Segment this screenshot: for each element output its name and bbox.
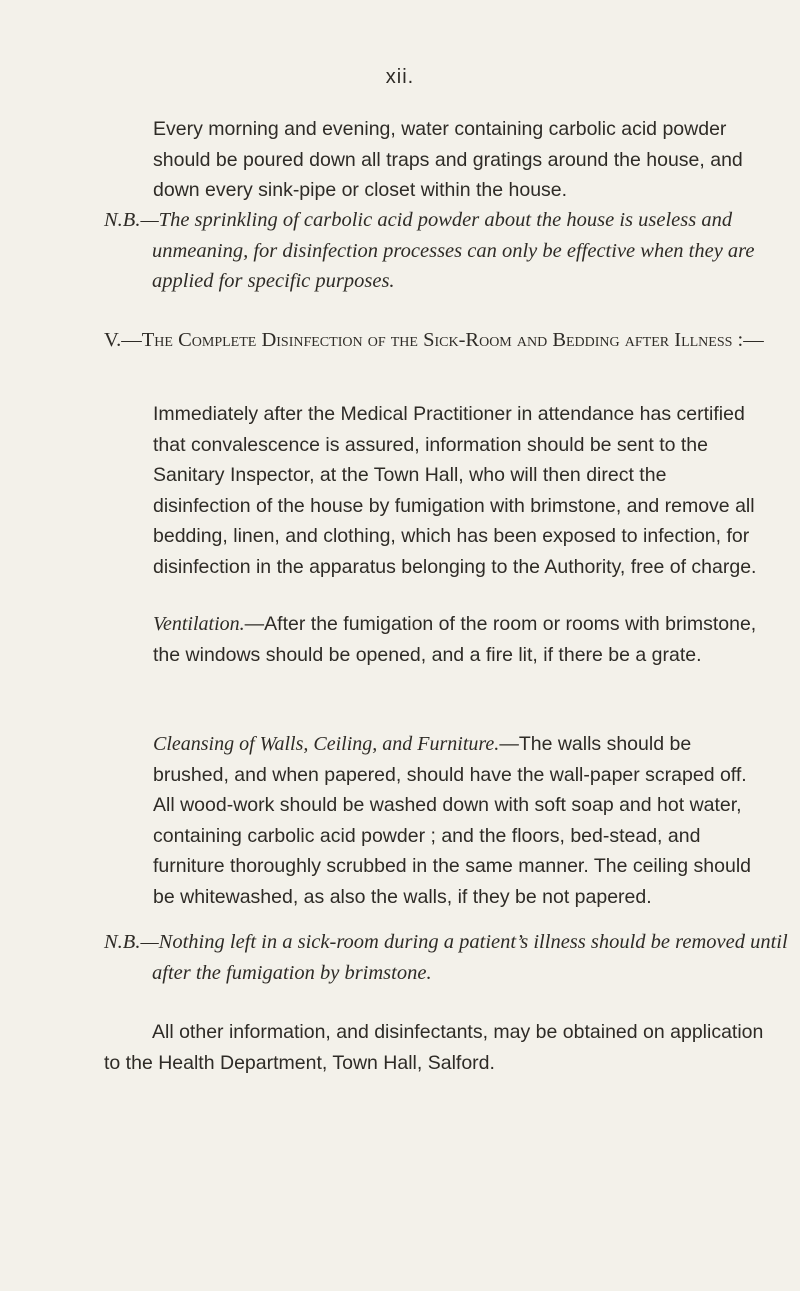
nb-label: N.B. bbox=[104, 931, 141, 953]
cleansing-label: Cleansing of Walls, Ceiling, and Furniture. bbox=[153, 733, 500, 755]
section-heading-v: V.—The Complete Disinfection of the Sick-Room and Bedding after Illness :— bbox=[104, 329, 764, 351]
nb-label: N.B. bbox=[104, 209, 141, 231]
ventilation-label: Ventilation. bbox=[153, 613, 245, 635]
paragraph-ventilation bbox=[153, 609, 765, 670]
cleansing-text: —The walls should be brushed, and when papered, should have the wall-paper scraped off. All wood-work should be washed down with soft soap and hot water, containing carbolic acid powder ; and the floors, bed-stead, and furniture thoroughly scrubbed in the same manner. The ceiling should be whitewashed, as also the walls, if they be not papered. bbox=[153, 733, 751, 908]
paragraph-carbolic: Every morning and evening, water containing carbolic acid powder should be poured down all traps and gratings around the house, and down every sink-pipe or closet within the house. bbox=[153, 118, 743, 201]
paragraph-final-information: All other information, and disinfectants, may be obtained on application to the Health Department, Town Hall, Salford. bbox=[104, 1021, 764, 1074]
nb-text: —The sprinkling of carbolic acid powder about the house is useless and unmeaning, for disinfection processes can only be effective when they are applied for specific purposes. bbox=[140, 209, 755, 292]
paragraph-cleansing bbox=[153, 729, 765, 912]
nb-note-nothing-left bbox=[104, 927, 800, 988]
ventilation-text: —After the fumigation of the room or rooms with brimstone, the windows should be opened, and a fire lit, if there be a grate. bbox=[153, 613, 757, 666]
page-number: xii. bbox=[385, 66, 415, 88]
paragraph-immediately: Immediately after the Medical Practitioner in attendance has certified that convalescence is assured, information should be sent to the Sanitary Inspector, at the Town Hall, who will then direct the disinfection of the house by fumigation with brimstone, and remove all bedding, linen, and clothing, which has been exposed to infection, for disinfection in the apparatus belonging to the Authority, free of charge. bbox=[153, 403, 757, 578]
nb-text: —Nothing left in a sick-room during a patient’s illness should be removed until after the fumigation by brimstone. bbox=[140, 931, 788, 984]
nb-note-sprinkling bbox=[104, 205, 800, 297]
